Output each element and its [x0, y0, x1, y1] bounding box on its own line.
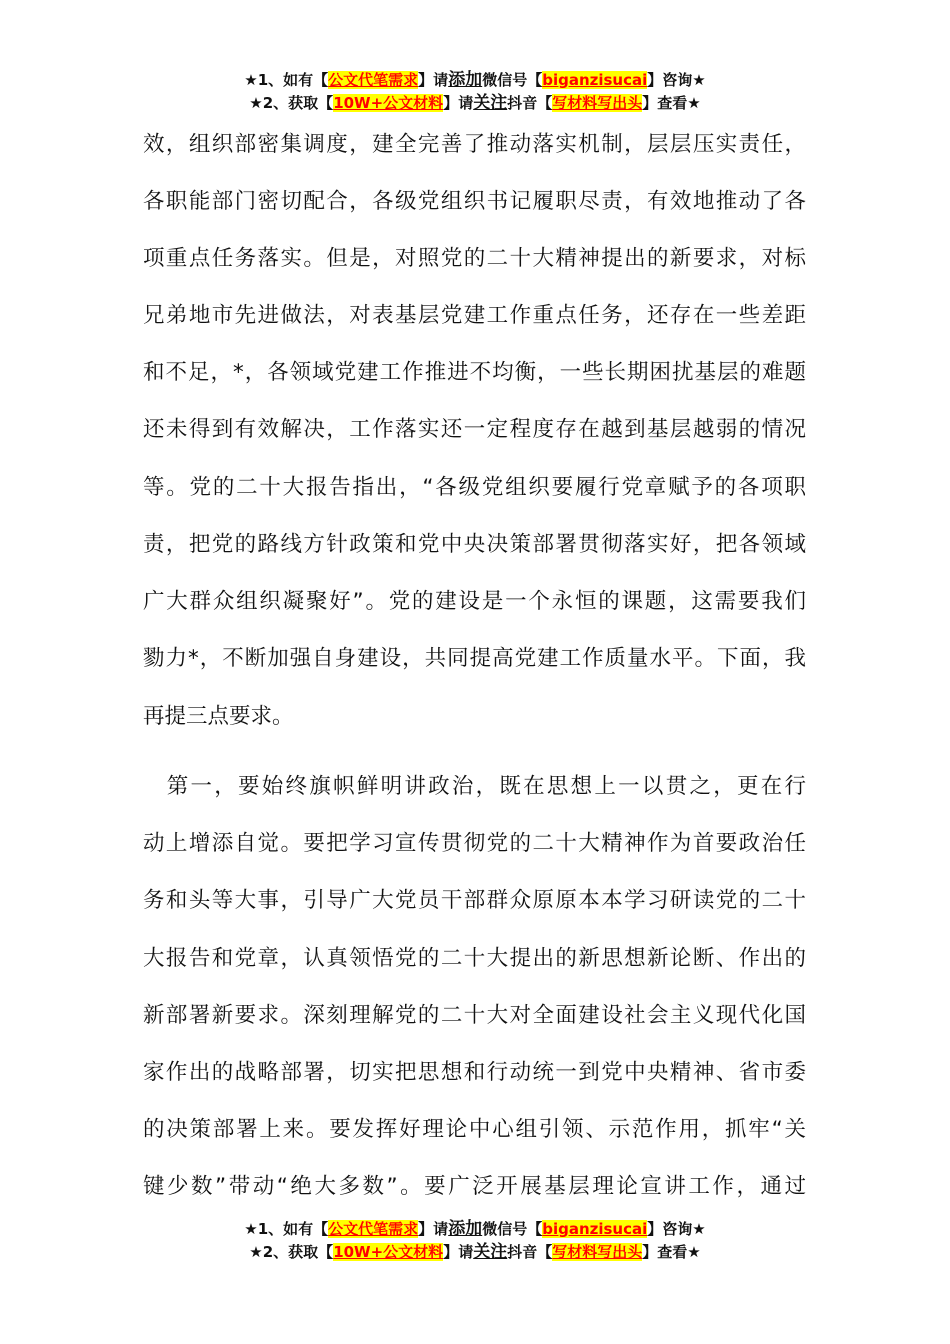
text-line: 效，组织部密集调度，建全完善了推动落实机制，层层压实责任， [143, 132, 806, 157]
text: ★1、如有【 [244, 1220, 329, 1238]
text: ★2、获取【 [249, 1243, 334, 1261]
text: ★1、如有【 [244, 71, 329, 89]
text-line: 各职能部门密切配合，各级党组织书记履职尽责，有效地推动了各 [143, 189, 806, 214]
text-line: 动上增添自觉。要把学习宣传贯彻党的二十大精神作为首要政治任 [143, 831, 806, 856]
highlight: biganzisucai [542, 71, 648, 89]
text: 】查看★ [642, 94, 701, 112]
text: ★2、获取【 [249, 94, 334, 112]
highlight: 写材料写出头 [552, 1243, 643, 1261]
underlined-text: 添加 [448, 70, 483, 90]
highlight: 公文代笔需求 [328, 1220, 419, 1238]
text: 抖音【 [507, 1243, 553, 1261]
text: 】请 [443, 94, 474, 112]
text-line: 再提三点要求。 [143, 704, 294, 729]
bottom-banner [0, 1218, 950, 1264]
text-line: 新部署新要求。深刻理解党的二十大对全面建设社会主义现代化国 [143, 1003, 806, 1028]
banner-line-1 [0, 69, 950, 92]
text-line: 等。党的二十大报告指出，“各级党组织要履行党章赋予的各项职 [143, 475, 806, 500]
highlight: 10W+公文材料 [333, 94, 444, 112]
text-line: 和不足，*，各领域党建工作推进不均衡，一些长期困扰基层的难题 [143, 360, 806, 385]
underlined-text: 关注 [473, 93, 508, 113]
text-line: 兄弟地市先进做法，对表基层党建工作重点任务，还存在一些差距 [143, 303, 806, 328]
highlight: 写材料写出头 [552, 94, 643, 112]
highlight: biganzisucai [542, 1220, 648, 1238]
text-line: 责，把党的路线方针政策和党中央决策部署贯彻落实好，把各领域 [143, 532, 806, 557]
text-line: 第一，要始终旗帜鲜明讲政治，既在思想上一以贯之，更在行 [143, 774, 806, 799]
banner-line-2 [0, 1241, 950, 1264]
text-line: 的决策部署上来。要发挥好理论中心组引领、示范作用，抓牢“关 [143, 1117, 806, 1142]
text: 】咨询★ [647, 1220, 706, 1238]
text: 】咨询★ [647, 71, 706, 89]
banner-line-2 [0, 92, 950, 115]
text: 抖音【 [507, 94, 553, 112]
underlined-text: 关注 [473, 1242, 508, 1262]
text-line: 键少数”带动“绝大多数”。要广泛开展基层理论宣讲工作，通过 [143, 1174, 806, 1199]
text: 】请 [443, 1243, 474, 1261]
text-line: 广大群众组织凝聚好”。党的建设是一个永恒的课题，这需要我们 [143, 589, 806, 614]
text: 微信号【 [482, 71, 543, 89]
text: 】查看★ [642, 1243, 701, 1261]
text: 微信号【 [482, 1220, 543, 1238]
top-banner [0, 69, 950, 115]
text-line: 勠力*，不断加强自身建设，共同提高党建工作质量水平。下面，我 [143, 646, 806, 671]
text-line: 项重点任务落实。但是，对照党的二十大精神提出的新要求，对标 [143, 246, 806, 271]
text: 】请 [418, 71, 449, 89]
text-line: 还未得到有效解决，工作落实还一定程度存在越到基层越弱的情况 [143, 417, 806, 442]
text-line: 大报告和党章，认真领悟党的二十大提出的新思想新论断、作出的 [143, 946, 806, 971]
text: 】请 [418, 1220, 449, 1238]
highlight: 公文代笔需求 [328, 71, 419, 89]
text-line: 务和头等大事，引导广大党员干部群众原原本本学习研读党的二十 [143, 888, 806, 913]
text-line: 家作出的战略部署，切实把思想和行动统一到党中央精神、省市委 [143, 1060, 806, 1085]
banner-line-1 [0, 1218, 950, 1241]
underlined-text: 添加 [448, 1219, 483, 1239]
highlight: 10W+公文材料 [333, 1243, 444, 1261]
